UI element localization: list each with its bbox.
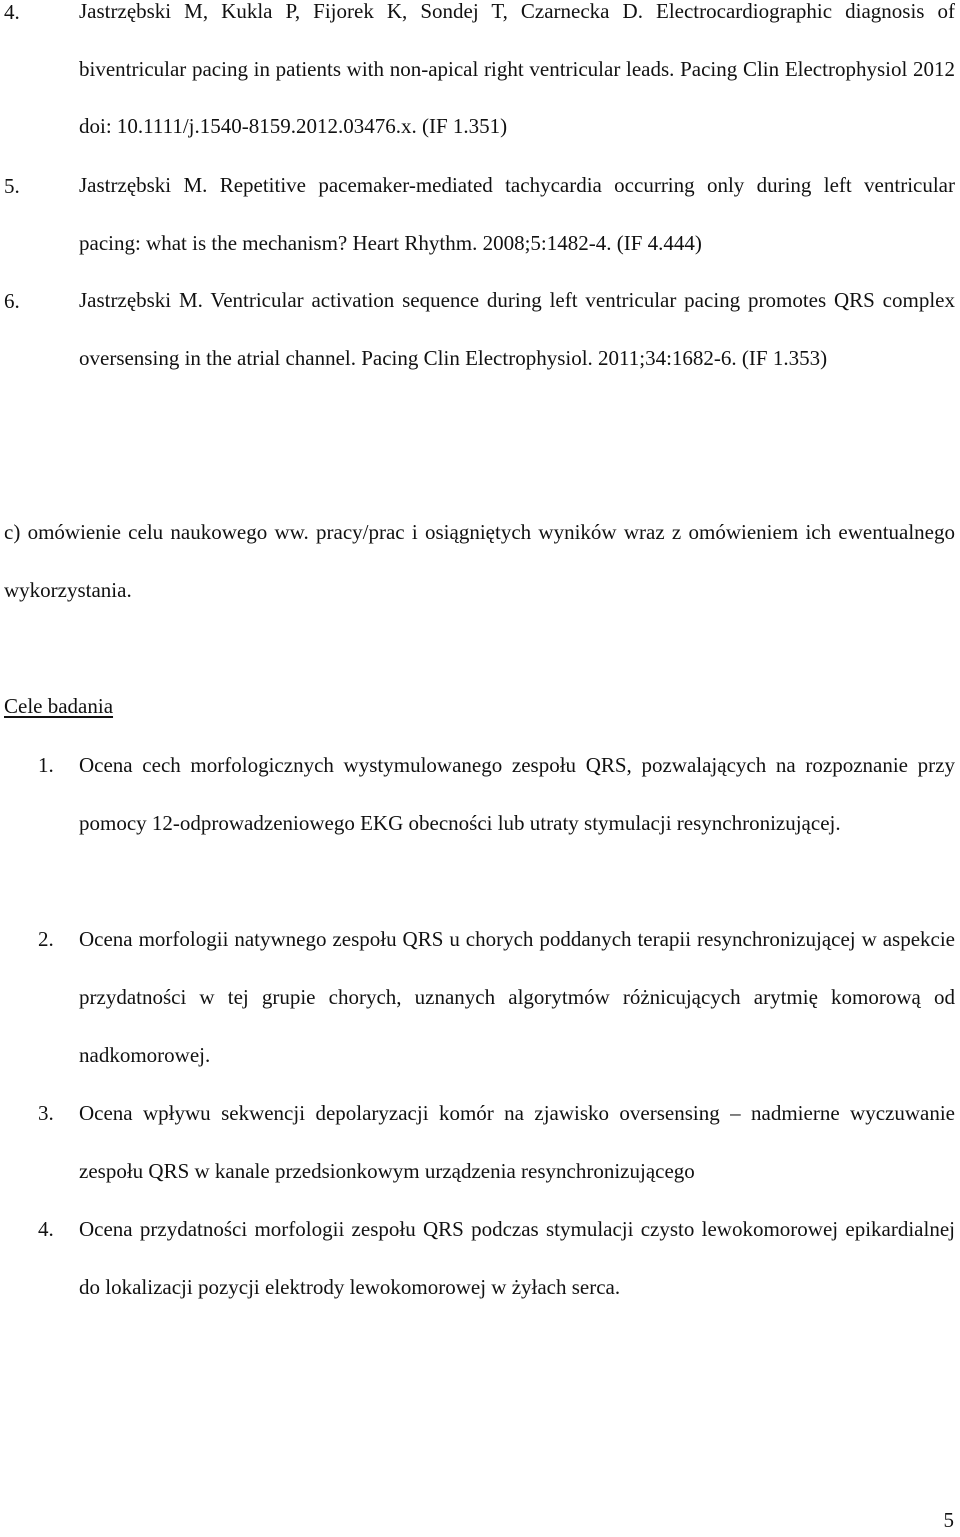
page-number: 5	[943, 1508, 954, 1532]
aim-number: 4.	[38, 1217, 54, 1241]
aim-text: Ocena przydatności morfologii zespołu QRS podczas stymulacji czysto lewokomorowej epikardialnej do lokalizacji pozycji elektrody lewokomorowej w żyłach serca.	[79, 1217, 955, 1299]
aim-text: Ocena cech morfologicznych wystymulowanego zespołu QRS, pozwalających na rozpoznanie przy pomocy 12-odprowadzeniowego EKG obecności lub utraty stymulacji resynchronizującej.	[79, 753, 955, 835]
aim-number: 3.	[38, 1101, 54, 1125]
reference-number: 4.	[4, 0, 20, 24]
reference-item-4	[0, 0, 955, 156]
aim-number: 2.	[38, 927, 54, 951]
aim-number: 1.	[38, 753, 54, 777]
reference-text: Jastrzębski M. Ventricular activation sequence during left ventricular pacing promotes QRS complex oversensing in the atrial channel. Pacing Clin Electrophysiol. 2011;34:1682-6. (IF 1.353)	[79, 288, 955, 370]
reference-text: Jastrzębski M, Kukla P, Fijorek K, Sondej T, Czarnecka D. Electrocardiographic diagnosis of biventricular pacing in patients with non-apical right ventricular leads. Pacing Clin Electrophysiol 2012 doi: 10.1111/j.1540-8159.2012.03476.x. (IF 1.351)	[79, 0, 955, 138]
section-c-heading: c) omówienie celu naukowego ww. pracy/prac i osiągniętych wyników wraz z omówieniem ich ewentualnego wykorzystania.	[4, 520, 955, 602]
aim-item-4	[0, 1200, 955, 1316]
reference-number: 6.	[4, 289, 20, 313]
aim-text: Ocena morfologii natywnego zespołu QRS u chorych poddanych terapii resynchronizującej w aspekcie przydatności w tej grupie chorych, uznanych algorytmów różnicujących arytmię komorową od nadkomorowej.	[79, 927, 955, 1067]
reference-item-6	[0, 272, 955, 387]
aim-item-2	[0, 910, 955, 1084]
aim-text: Ocena wpływu sekwencji depolaryzacji komór na zjawisko oversensing – nadmierne wyczuwanie zespołu QRS w kanale przedsionkowym urządzenia resynchronizującego	[79, 1101, 955, 1183]
reference-text: Jastrzębski M. Repetitive pacemaker-mediated tachycardia occurring only during left ventricular pacing: what is the mechanism? Heart Rhythm. 2008;5:1482-4. (IF 4.444)	[79, 173, 955, 255]
reference-item-5	[0, 157, 955, 272]
aims-title: Cele badania	[4, 694, 114, 718]
aim-item-3	[0, 1084, 955, 1200]
aim-item-1	[0, 736, 955, 852]
reference-number: 5.	[4, 174, 20, 198]
